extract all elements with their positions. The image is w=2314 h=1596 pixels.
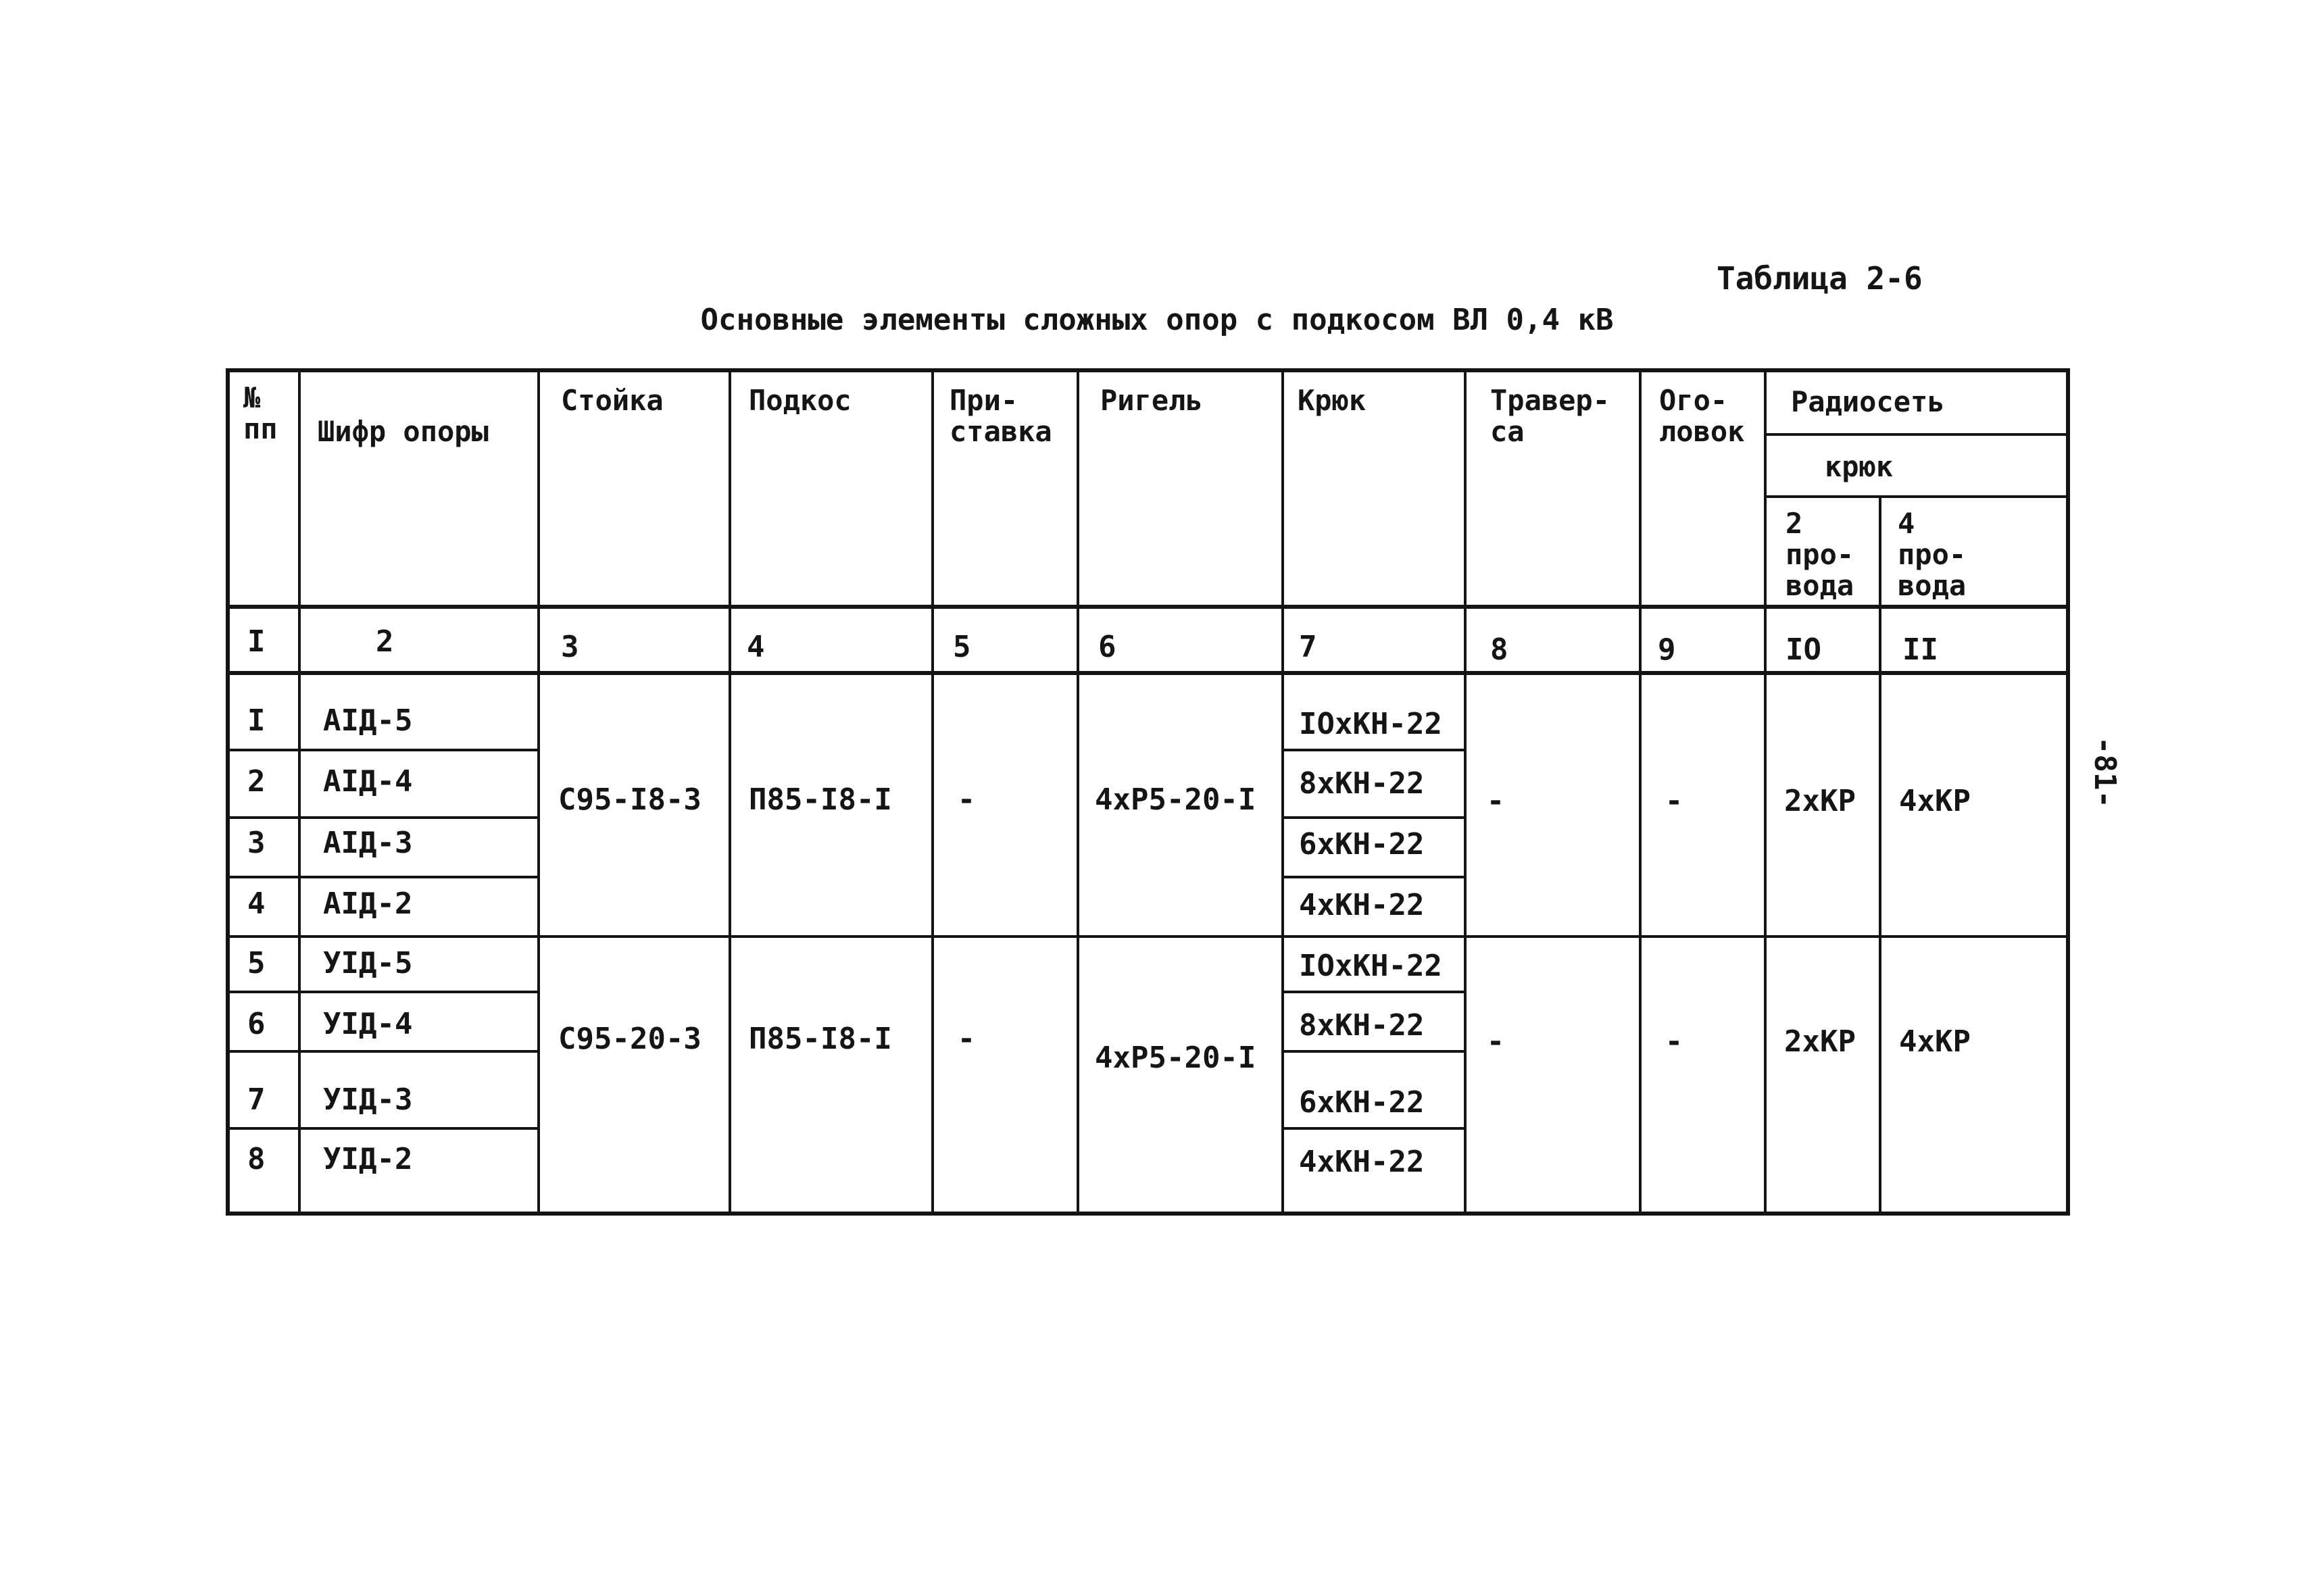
header-code: Шифр опоры (318, 415, 489, 448)
hook-value: 4хКН-22 (1299, 1145, 1425, 1179)
row-number: 7 (247, 1082, 266, 1117)
radio-two-wires-value: 2хКР (1784, 1024, 1856, 1059)
support-code: УIД-5 (323, 946, 413, 980)
header-radio: Радиосеть (1791, 385, 1945, 418)
row-number: 6 (247, 1007, 266, 1041)
column-number: 5 (953, 630, 971, 664)
header-cap: Ого-ловок (1659, 384, 1745, 448)
traverse-value: - (1486, 784, 1505, 818)
row-number: I (247, 703, 266, 738)
header-num: № пп (243, 381, 278, 445)
support-code: АIД-2 (323, 887, 413, 921)
crossbar-value: 4хР5-20-I (1095, 1041, 1256, 1075)
support-code: УIД-2 (323, 1142, 413, 1176)
column-number: IO (1786, 632, 1821, 667)
hook-value: IОхКН-22 (1299, 707, 1442, 741)
header-two-wires: 2 про-вода (1786, 507, 1854, 602)
header-traverse: Травер-са (1490, 384, 1610, 448)
cap-value: - (1665, 1024, 1683, 1059)
radio-four-wires-value: 4хКР (1899, 784, 1971, 818)
column-number: 9 (1658, 632, 1676, 667)
header-brace: Подкос (749, 384, 852, 417)
hook-value: 6хКН-22 (1299, 1085, 1425, 1120)
cap-value: - (1665, 784, 1683, 818)
row-number: 8 (247, 1142, 266, 1176)
stand-value: С95-I8-3 (558, 782, 701, 817)
stand-value: С95-20-3 (558, 1022, 701, 1056)
column-number: II (1902, 632, 1938, 667)
support-code: АIД-4 (323, 764, 413, 799)
header-radio-hook: крюк (1825, 450, 1894, 483)
row-number: 5 (247, 946, 266, 980)
header-four-wires: 4 про-вода (1898, 507, 1967, 602)
support-code: УIД-4 (323, 1007, 413, 1041)
radio-two-wires-value: 2хКР (1784, 784, 1856, 818)
column-number: 4 (747, 630, 765, 664)
hook-value: 8хКН-22 (1299, 1008, 1425, 1043)
header-hook: Крюк (1298, 384, 1367, 417)
brace-value: П85-I8-I (749, 782, 892, 817)
row-number: 2 (247, 764, 266, 799)
attachment-value: - (957, 782, 976, 817)
document-title: Основные элементы сложных опор с подкосом ВЛ 0,4 кВ (700, 303, 1614, 337)
row-number: 4 (247, 887, 266, 921)
column-number: 7 (1299, 630, 1317, 664)
traverse-value: - (1486, 1024, 1505, 1059)
hook-value: 4хКН-22 (1299, 888, 1425, 922)
hook-value: 8хКН-22 (1299, 766, 1425, 801)
table-label: Таблица 2-6 (1717, 260, 1923, 297)
brace-value: П85-I8-I (749, 1022, 892, 1056)
header-crossbar: Ригель (1100, 384, 1203, 417)
hook-value: IОхКН-22 (1299, 949, 1442, 983)
header-stand: Стойка (561, 384, 664, 417)
row-number: 3 (247, 826, 266, 860)
column-number: 6 (1098, 630, 1116, 664)
crossbar-value: 4хР5-20-I (1095, 782, 1256, 817)
radio-four-wires-value: 4хКР (1899, 1024, 1971, 1059)
support-code: АIД-5 (323, 703, 413, 738)
page-number: -81- (2088, 737, 2122, 808)
attachment-value: - (957, 1022, 976, 1056)
header-attachment: При-ставка (950, 384, 1052, 448)
column-number: I (247, 624, 266, 659)
hook-value: 6хКН-22 (1299, 827, 1425, 862)
column-number: 3 (561, 630, 579, 664)
column-number: 8 (1490, 632, 1508, 667)
support-code: АIД-3 (323, 826, 413, 860)
column-number: 2 (376, 624, 394, 659)
support-code: УIД-3 (323, 1082, 413, 1117)
